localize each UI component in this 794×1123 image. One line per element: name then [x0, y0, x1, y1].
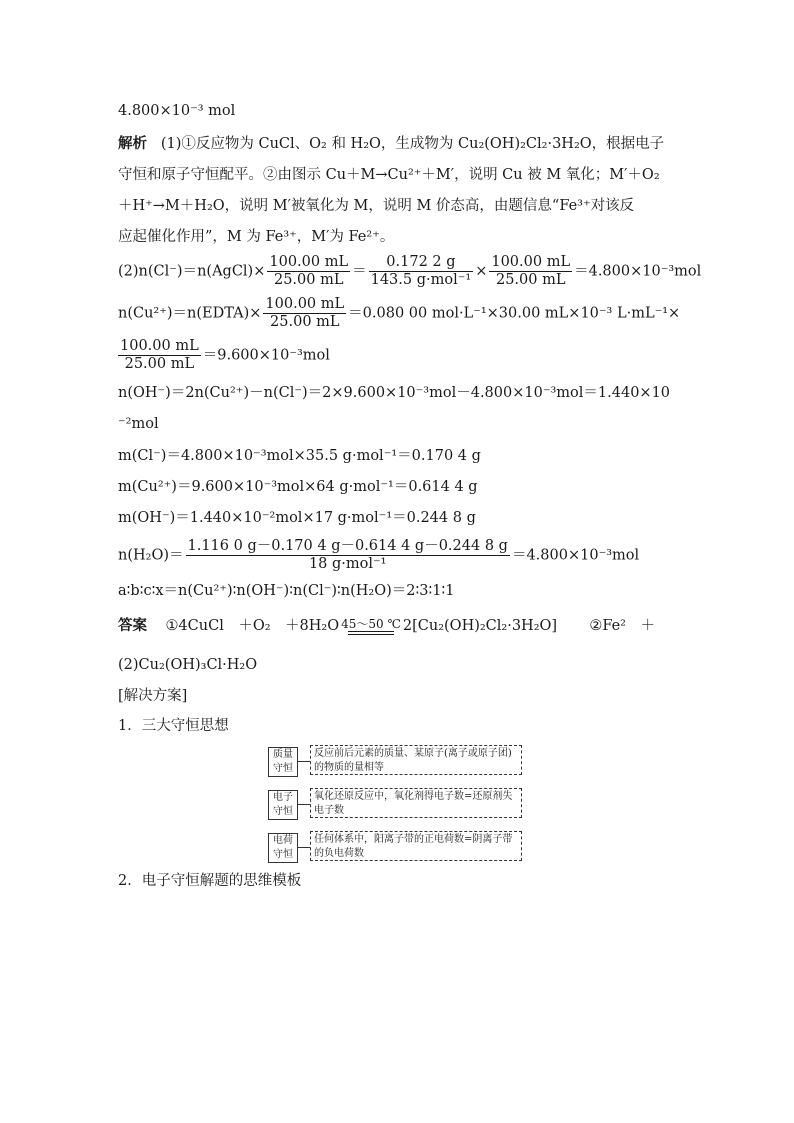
calc-line-7: m(Cu²⁺)＝9.600×10⁻³mol×64 g·mol⁻¹＝0.614 4 g — [118, 479, 478, 495]
calc-text: ＝4.800×10⁻³mol — [511, 547, 640, 564]
answer-equation-left: ①4CuCl ＋O₂ ＋8H₂O — [165, 618, 340, 634]
fraction-numerator: 100.00 mL — [269, 254, 349, 270]
calc-line-1 — [118, 254, 701, 289]
diagram-label: 电子守恒 — [268, 790, 298, 820]
fraction — [369, 254, 474, 289]
solution-heading: [解决方案] — [118, 688, 188, 704]
calc-line-9 — [118, 538, 639, 573]
diagram-label: 质量守恒 — [268, 747, 298, 777]
item-1-heading: 1．三大守恒思想 — [118, 718, 229, 734]
fraction-numerator: 100.00 mL — [120, 338, 199, 354]
fraction — [267, 254, 350, 289]
fraction-denominator: 25.00 mL — [273, 272, 344, 288]
connector-line — [298, 804, 310, 805]
calc-text: ＝0.080 00 mol·L⁻¹×30.00 mL×10⁻³ L·mL⁻¹× — [348, 305, 681, 322]
fraction-numerator: 0.172 2 g — [369, 254, 474, 272]
fraction-denominator: 25.00 mL — [124, 356, 195, 372]
calc-text: (2)n(Cl⁻)＝n(AgCl)× — [118, 263, 266, 280]
calc-text: n(H₂O)＝ — [118, 547, 184, 564]
fraction-numerator: 100.00 mL — [265, 296, 345, 312]
diagram-label: 电荷守恒 — [268, 833, 298, 863]
fraction-denominator: 143.5 g·mol⁻¹ — [370, 272, 472, 288]
diagram-row-electron — [268, 788, 528, 824]
fraction — [489, 254, 572, 289]
answer-label: 答案 — [118, 618, 147, 634]
calc-text: ＝ — [352, 263, 367, 280]
fraction-numerator: 100.00 mL — [491, 254, 571, 270]
fraction — [263, 296, 346, 331]
calc-line-4: n(OH⁻)＝2n(Cu²⁺)－n(Cl⁻)＝2×9.600×10⁻³mol－4.800×10⁻³mol＝1.440×10 — [118, 385, 671, 401]
fraction-numerator: 1.116 0 g－0.170 4 g－0.614 4 g－0.244 8 g — [187, 538, 508, 554]
analysis-line-2: 守恒和原子守恒配平。②由图示 Cu＋M→Cu²⁺＋M′，说明 Cu 被 M 氧化；M′＋O₂ — [118, 167, 660, 183]
answer-part-2: ②Fe² ＋ — [589, 618, 655, 634]
calc-line-2 — [118, 296, 680, 331]
answer-line — [118, 616, 655, 636]
diagram-description: 任何体系中，阳离子带的正电荷数=阴离子带的负电荷数 — [310, 831, 522, 861]
calc-line-8: m(OH⁻)＝1.440×10⁻²mol×17 g·mol⁻¹＝0.244 8 g — [118, 510, 476, 526]
fraction-denominator: 25.00 mL — [495, 272, 566, 288]
calc-line-10: a∶b∶c∶x＝n(Cu²⁺)∶n(OH⁻)∶n(Cl⁻)∶n(H₂O)＝2∶3∶1∶1 — [118, 583, 455, 599]
previous-result: 4.800×10⁻³ mol — [118, 103, 236, 119]
fraction-denominator: 25.00 mL — [270, 314, 340, 330]
reaction-condition — [341, 617, 401, 635]
calc-text: ＝9.600×10⁻³mol — [202, 347, 330, 364]
diagram-row-charge — [268, 831, 528, 867]
diagram-row-mass — [268, 745, 528, 781]
diagram-description: 氧化还原反应中，氧化剂得电子数=还原剂失电子数 — [310, 788, 522, 818]
item-2-heading: 2．电子守恒解题的思维模板 — [118, 873, 302, 889]
analysis-line-3: ＋H⁺→M＋H₂O，说明 M′被氧化为 M，说明 M 价态高，由题信息“Fe³⁺对该反 — [118, 198, 635, 214]
diagram-description: 反应前后元素的质量、某原子(离子或原子团)的物质的量相等 — [310, 745, 522, 775]
fraction-denominator: 18 g·mol⁻¹ — [308, 556, 387, 572]
analysis-text-1: (1)①反应物为 CuCl、O₂ 和 H₂O，生成物为 Cu₂(OH)₂Cl₂·3H₂O，根据电子 — [160, 136, 665, 152]
analysis-line-1 — [118, 134, 664, 154]
connector-line — [298, 761, 310, 762]
calc-text: ＝4.800×10⁻³mol — [574, 263, 702, 280]
condition-text: 45～50 ℃ — [341, 617, 401, 631]
calc-line-5: ⁻²mol — [118, 416, 159, 432]
answer-equation-right: 2[Cu₂(OH)₂Cl₂·3H₂O] — [402, 618, 558, 634]
calc-text: × — [475, 263, 488, 280]
analysis-label: 解析 — [118, 136, 147, 152]
analysis-line-4: 应起催化作用”，M 为 Fe³⁺，M′为 Fe²⁺。 — [118, 229, 395, 245]
calc-line-6: m(Cl⁻)＝4.800×10⁻³mol×35.5 g·mol⁻¹＝0.170 4 g — [118, 448, 481, 464]
fraction — [186, 538, 510, 573]
answer-line-2: (2)Cu₂(OH)₃Cl·H₂O — [118, 657, 258, 673]
calc-line-3 — [118, 338, 330, 373]
equals-bar — [348, 631, 394, 635]
fraction — [118, 338, 201, 373]
calc-text: n(Cu²⁺)＝n(EDTA)× — [118, 305, 262, 322]
connector-line — [298, 847, 310, 848]
